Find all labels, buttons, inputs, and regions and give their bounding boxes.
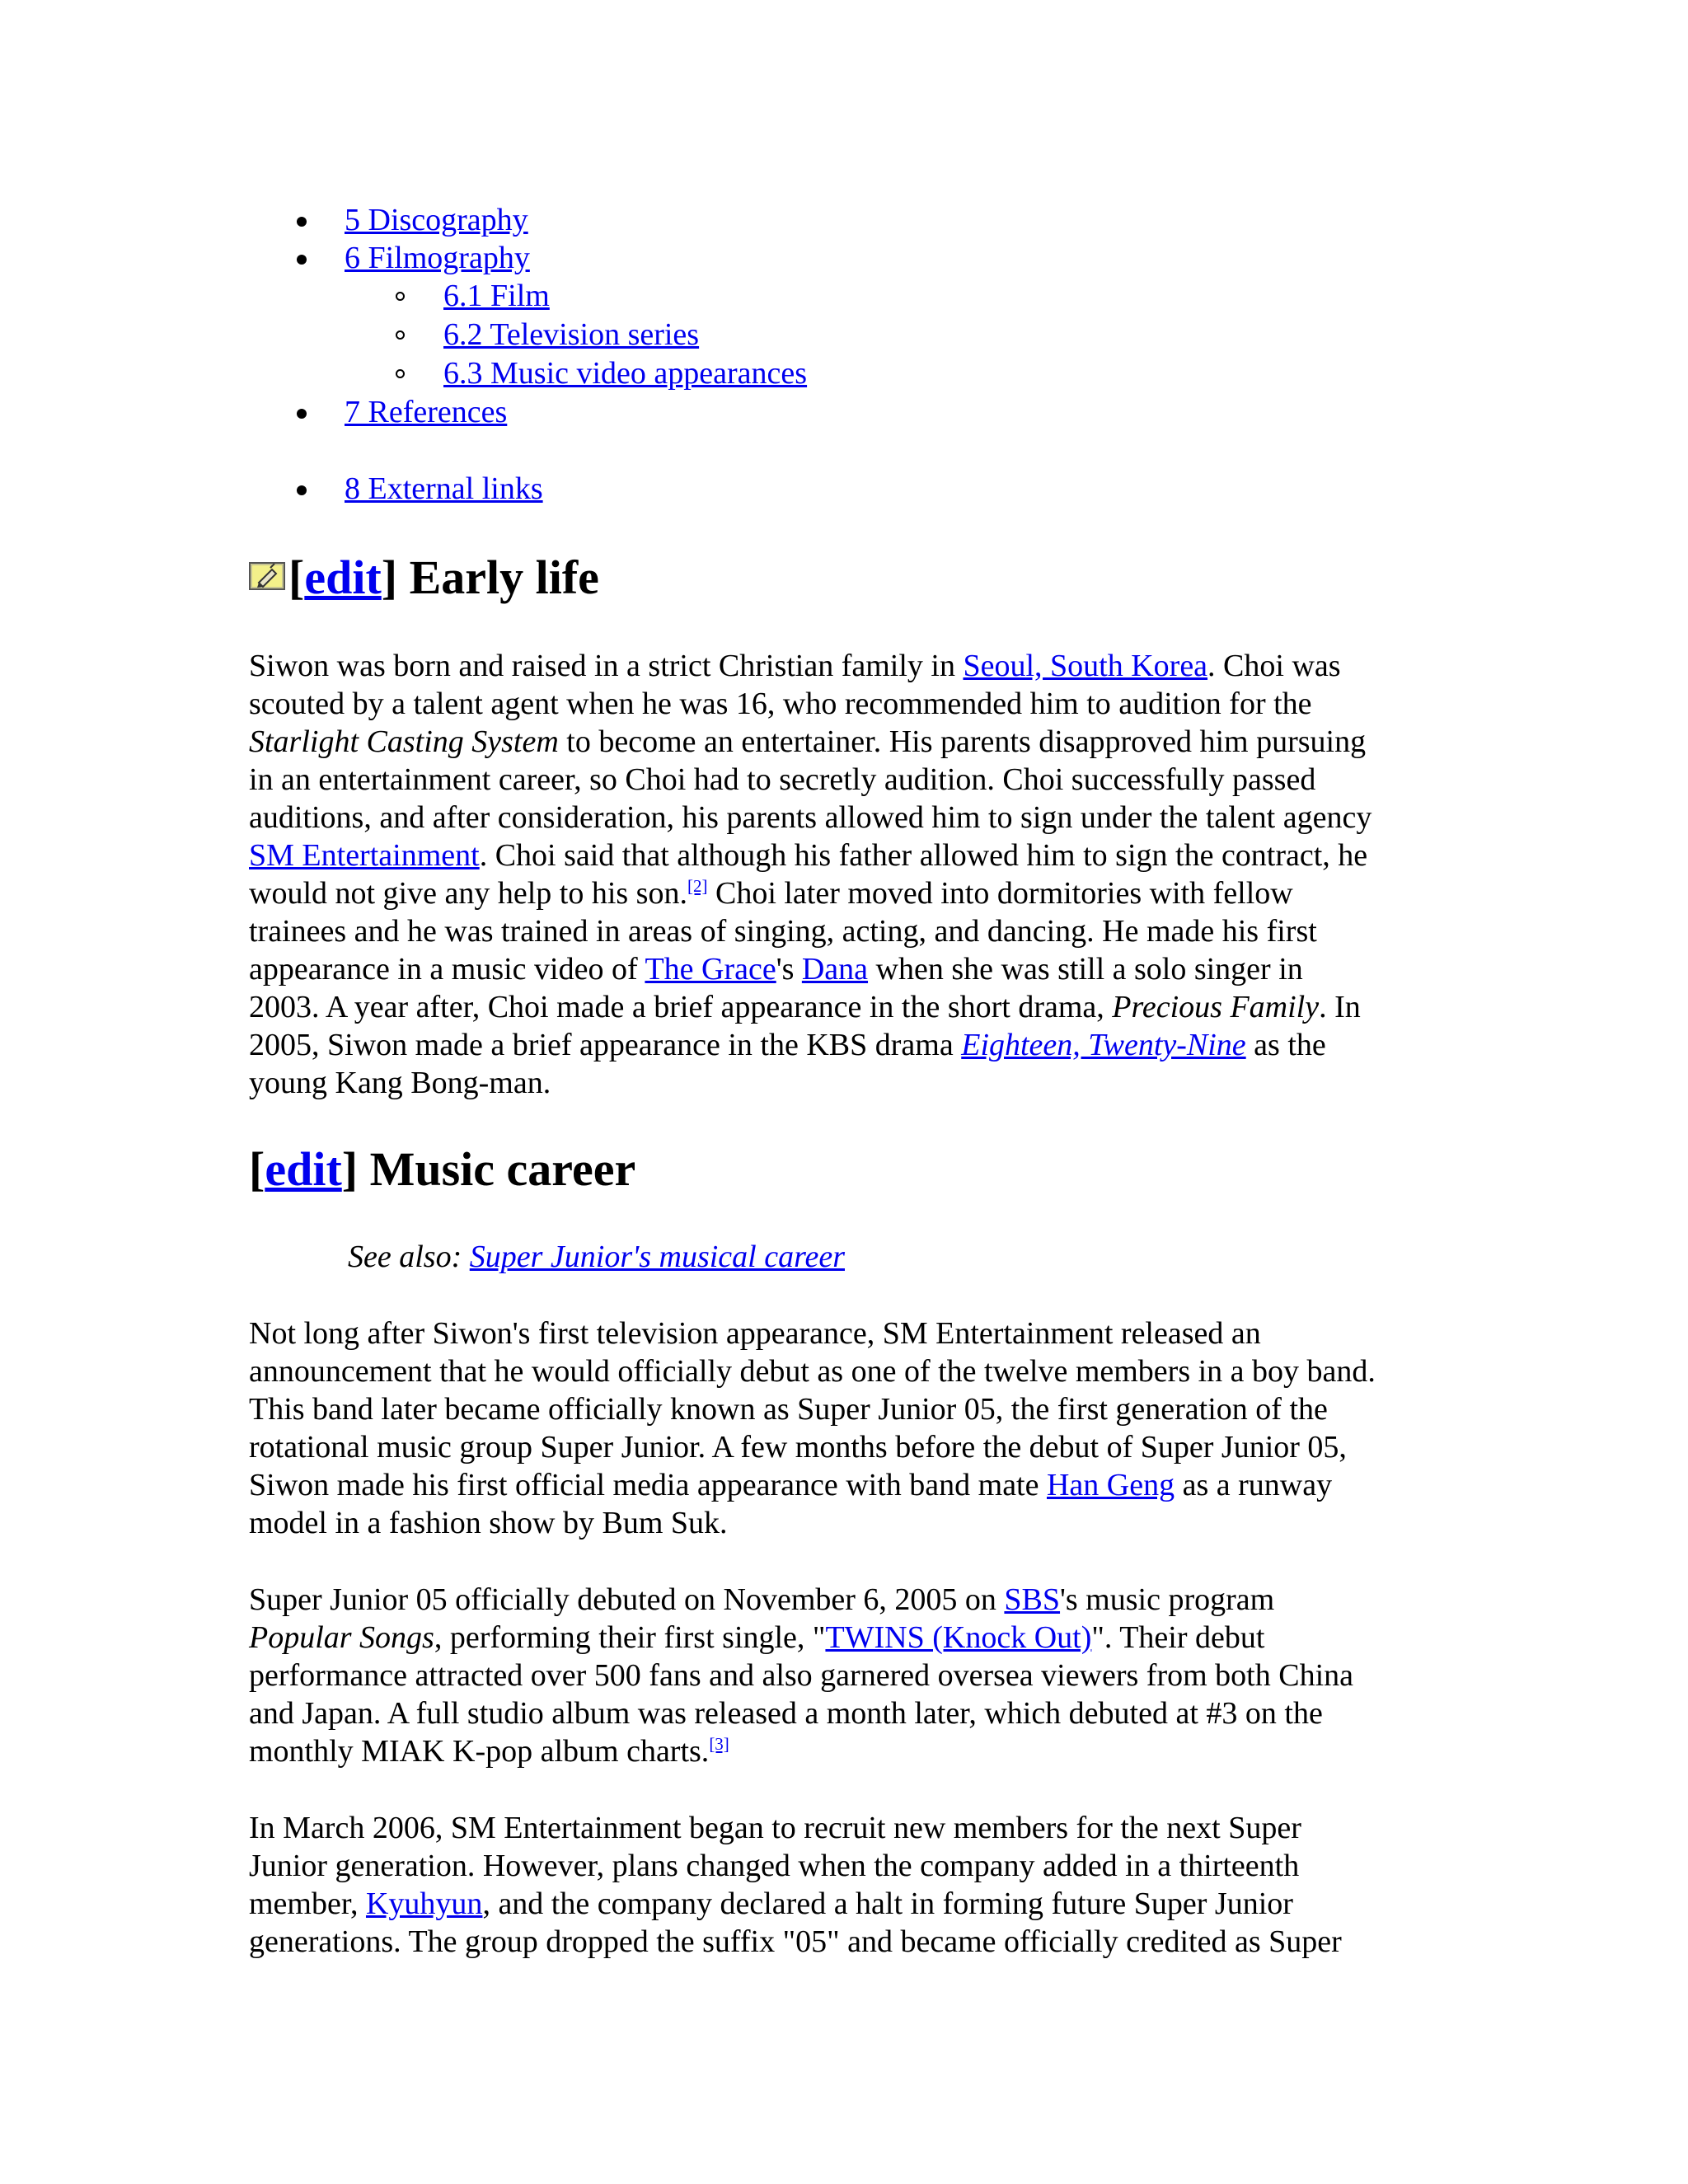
text: . Choi said that although his father allowed him to sign the contract, he: [479, 838, 1368, 873]
text: appearance in a music video of: [249, 952, 645, 987]
bracket-close: ]: [381, 551, 398, 604]
toc-link-film[interactable]: 6.1 Film: [443, 279, 550, 313]
toc-link-filmography[interactable]: 6 Filmography: [345, 241, 530, 275]
edit-link-music-career[interactable]: edit: [265, 1142, 342, 1196]
citation-3[interactable]: [3]: [709, 1734, 729, 1754]
link-seoul-south-korea[interactable]: Seoul, South Korea: [963, 649, 1208, 683]
bracket-open: [: [288, 551, 305, 604]
text-line: [249, 988, 1452, 1026]
bullet-icon: [297, 255, 307, 265]
text-line: This band later became officially known as Super Junior 05, the first generation of the: [249, 1392, 1328, 1427]
text: as a runway: [1175, 1468, 1333, 1502]
toc-link-discography[interactable]: 5 Discography: [345, 203, 528, 237]
text-line: [249, 1466, 1452, 1504]
text: Choi later moved into dormitories with fellow: [707, 876, 1293, 911]
italic-text: Precious Family: [1112, 990, 1320, 1024]
link-the-grace[interactable]: The Grace: [645, 952, 776, 987]
text: Siwon made his first official media appearance with band mate: [249, 1468, 1047, 1502]
text-line: young Kang Bong-man.: [249, 1066, 551, 1100]
section-title: Early life: [409, 551, 599, 604]
text-line: [249, 837, 1452, 874]
text-line: and Japan. A full studio album was released a month later, which debuted at #3 on the: [249, 1696, 1323, 1731]
bullet-icon: [297, 217, 307, 227]
heading-music-career: [249, 1142, 635, 1197]
text: when she was still a solo singer in: [868, 952, 1303, 987]
section-title: Music career: [369, 1142, 636, 1196]
text: would not give any help to his son.: [249, 876, 687, 911]
music-career-paragraph-3: [249, 1809, 1452, 1961]
italic-text: Popular Songs: [249, 1620, 434, 1655]
text-line: auditions, and after consideration, his parents allowed him to sign under the talent agency: [249, 800, 1372, 835]
text: 2003. A year after, Choi made a brief appearance in the short drama,: [249, 990, 1113, 1024]
see-also-label: See also:: [348, 1240, 470, 1274]
text-line: Junior generation. However, plans changed when the company added in a thirteenth: [249, 1849, 1300, 1883]
link-sbs[interactable]: SBS: [1004, 1582, 1061, 1617]
bracket-open: [: [249, 1142, 265, 1196]
circle-bullet-icon: [396, 369, 405, 378]
pencil-edit-icon[interactable]: [249, 562, 285, 590]
text-line: [249, 1885, 1452, 1923]
text-line: [249, 1581, 1452, 1619]
text: Super Junior 05 officially debuted on November 6, 2005 on: [249, 1582, 1005, 1617]
italic-text: Starlight Casting System: [249, 724, 559, 759]
text-line: rotational music group Super Junior. A few months before the debut of Super Junior 05,: [249, 1430, 1347, 1465]
text: Siwon was born and raised in a strict Christian family in: [249, 649, 964, 683]
link-kyuhyun[interactable]: Kyuhyun: [365, 1886, 483, 1921]
toc-link-references[interactable]: 7 References: [345, 395, 508, 429]
text-line: [249, 950, 1452, 988]
circle-bullet-icon: [396, 292, 405, 301]
text: 2005, Siwon made a brief appearance in the KBS drama: [249, 1028, 962, 1062]
toc-link-external-links[interactable]: 8 External links: [345, 471, 543, 506]
link-eighteen-twenty-nine[interactable]: Eighteen, Twenty-Nine: [961, 1028, 1246, 1062]
link-sm-entertainment[interactable]: SM Entertainment: [249, 838, 480, 873]
see-also-note: [348, 1238, 845, 1276]
music-career-paragraph-2: [249, 1581, 1452, 1770]
bracket-close: ]: [341, 1142, 359, 1196]
toc-link-television-series[interactable]: 6.2 Television series: [443, 317, 700, 352]
text-line: [249, 1026, 1452, 1064]
edit-link-early-life[interactable]: edit: [304, 551, 382, 604]
link-twins-knock-out[interactable]: TWINS (Knock Out): [825, 1620, 1092, 1655]
text-line: In March 2006, SM Entertainment began to recruit new members for the next Super: [249, 1811, 1301, 1845]
text: as the: [1245, 1028, 1326, 1062]
music-career-paragraph-1: [249, 1315, 1452, 1542]
text-line: Not long after Siwon's first television appearance, SM Entertainment released an: [249, 1316, 1261, 1351]
text-line: [249, 723, 1452, 761]
text-line: performance attracted over 500 fans and also garnered oversea viewers from both China: [249, 1658, 1354, 1693]
text: to become an entertainer. His parents disapproved him pursuing: [558, 724, 1367, 759]
text: . Choi was: [1207, 649, 1341, 683]
text-line: generations. The group dropped the suffix "05" and became officially credited as Super: [249, 1924, 1342, 1959]
text-line: in an entertainment career, so Choi had to secretly audition. Choi successfully passed: [249, 762, 1316, 797]
circle-bullet-icon: [396, 330, 405, 340]
text: 's music program: [1060, 1582, 1275, 1617]
text-line: scouted by a talent agent when he was 16, who recommended him to audition for the: [249, 687, 1312, 721]
text-line: [249, 874, 1452, 912]
text-line: [249, 1619, 1452, 1657]
text-line: model in a fashion show by Bum Suk.: [249, 1506, 728, 1540]
text: ". Their debut: [1091, 1620, 1265, 1655]
link-han-geng[interactable]: Han Geng: [1046, 1468, 1175, 1502]
toc-link-music-video-appearances[interactable]: 6.3 Music video appearances: [443, 356, 808, 391]
link-super-junior-musical-career[interactable]: Super Junior's musical career: [469, 1240, 845, 1274]
bullet-icon: [297, 485, 307, 495]
bullet-icon: [297, 409, 307, 419]
citation-2[interactable]: [2]: [687, 876, 708, 896]
early-life-paragraph: [249, 647, 1452, 1102]
text-line: [249, 647, 1452, 685]
text: monthly MIAK K-pop album charts.: [249, 1734, 710, 1769]
text: , and the company declared a halt in forming future Super Junior: [482, 1886, 1293, 1921]
text: , performing their first single, ": [434, 1620, 826, 1655]
text: member,: [249, 1886, 366, 1921]
text: . In: [1319, 990, 1361, 1024]
text-line: announcement that he would officially debut as one of the twelve members in a boy band.: [249, 1354, 1376, 1389]
text-line: [249, 1732, 1452, 1770]
text-line: trainees and he was trained in areas of singing, acting, and dancing. He made his first: [249, 914, 1317, 949]
heading-early-life: [249, 551, 599, 605]
link-dana[interactable]: Dana: [801, 952, 869, 987]
text: 's: [776, 952, 802, 987]
